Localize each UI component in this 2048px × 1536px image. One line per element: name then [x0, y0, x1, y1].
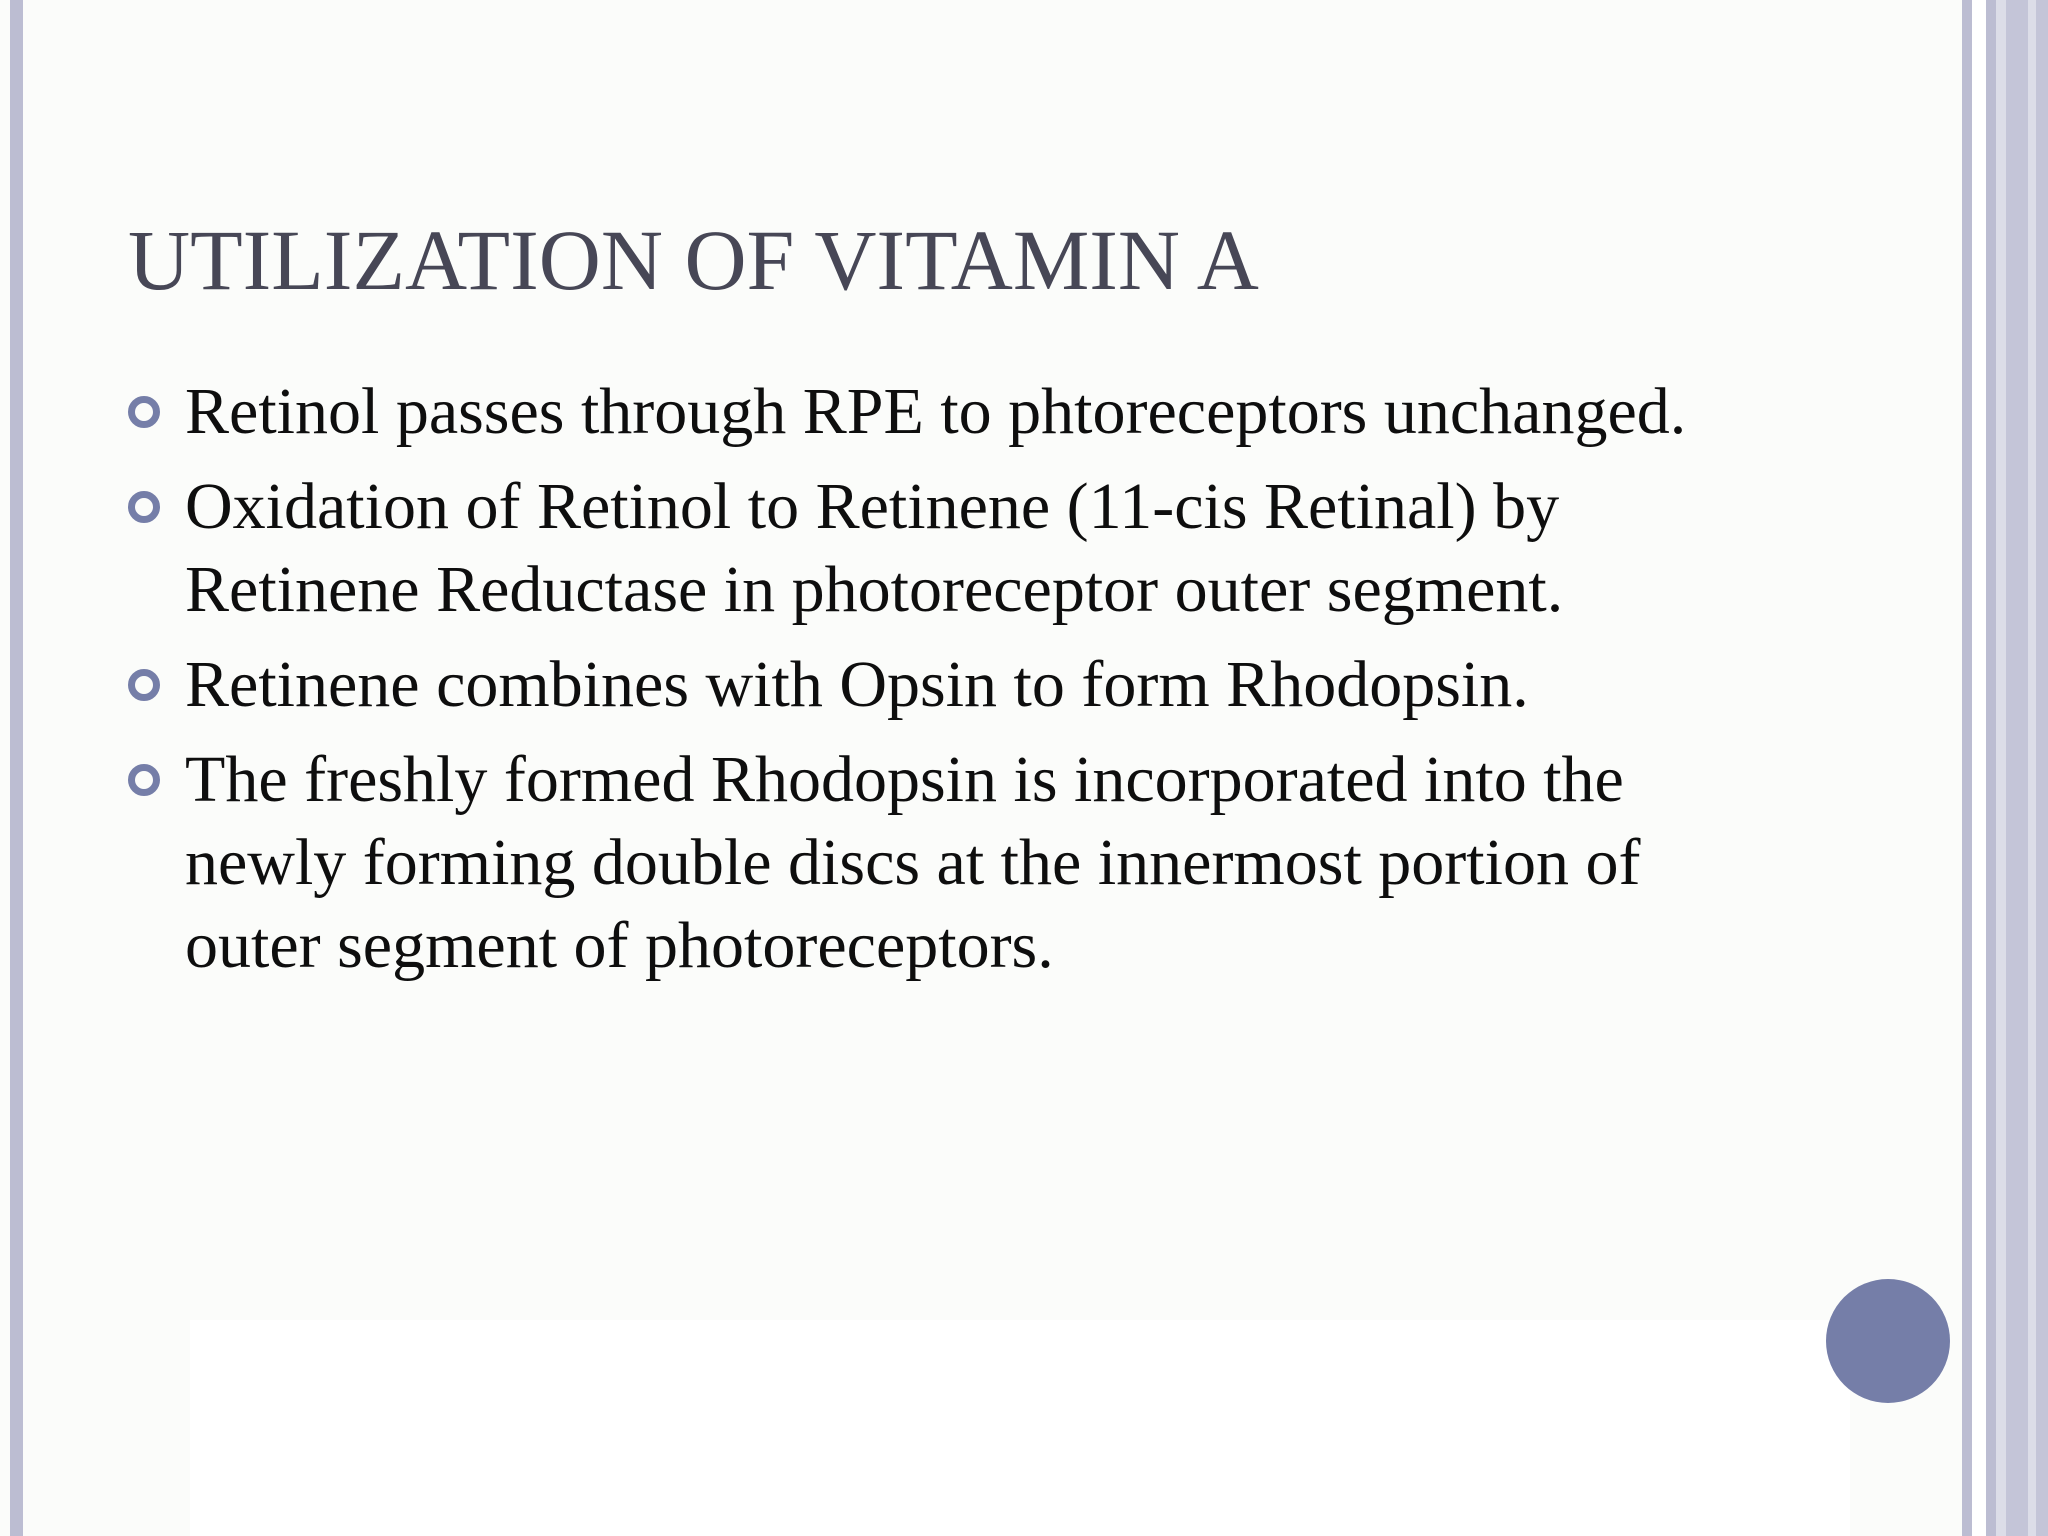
left-border-bar — [10, 0, 23, 1536]
right-stripe — [2006, 0, 2028, 1536]
bullet-text: Retinol passes through RPE to phtoreceptors unchanged. — [185, 375, 1687, 448]
bullet-text: Oxidation of Retinol to Retinene (11-cis Retinal) by Retinene Reductase in photoreceptor outer segment. — [185, 470, 1564, 626]
content-panel — [190, 1320, 1850, 1536]
hollow-circle-bullet-icon — [128, 396, 160, 428]
right-stripe — [1986, 0, 1996, 1536]
bullet-text: The freshly formed Rhodopsin is incorporated into the newly forming double discs at the innermost portion of outer segment of photoreceptors. — [185, 743, 1641, 982]
right-stripe — [2036, 0, 2048, 1536]
right-border-bars — [1962, 0, 2048, 1536]
bullet-item — [128, 465, 1768, 631]
slide-title: UTILIZATION OF VITAMIN A — [128, 212, 1259, 308]
bullet-item — [128, 738, 1768, 987]
right-stripe — [2028, 0, 2036, 1536]
bullet-list — [128, 370, 1768, 999]
bullet-text: Retinene combines with Opsin to form Rhodopsin. — [185, 648, 1529, 721]
right-stripe — [1972, 0, 1986, 1536]
right-stripe — [1962, 0, 1972, 1536]
hollow-circle-bullet-icon — [128, 491, 160, 523]
bullet-item — [128, 370, 1768, 453]
right-stripe — [1996, 0, 2006, 1536]
decorative-circle — [1826, 1279, 1950, 1403]
bullet-item — [128, 643, 1768, 726]
hollow-circle-bullet-icon — [128, 764, 160, 796]
hollow-circle-bullet-icon — [128, 669, 160, 701]
